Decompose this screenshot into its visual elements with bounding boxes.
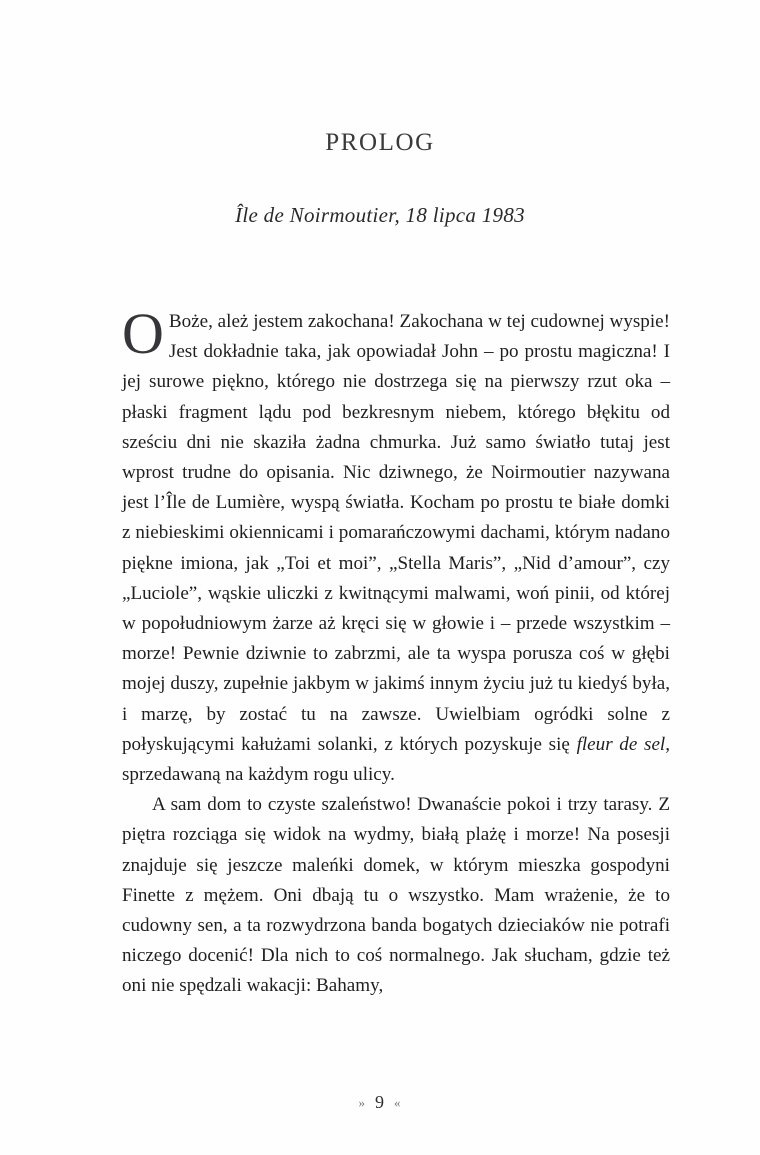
chapter-title: PROLOG	[325, 128, 435, 156]
paragraph-2-text: A sam dom to czyste szaleństwo! Dwanaście pokoi i trzy tarasy. Z piętra rozciąga się widok na wydmy, białą plażę i morze! Na posesji znajduje się jeszcze maleńki domek, w którym mieszka gospodyni Finette z mężem. Oni dbają tu o wszystko. Mam wrażenie, że to cudowny sen, a ta rozwydrzona banda bogatych dzieciaków nie potrafi niczego docenić! Dla nich to coś normalnego. Jak słucham, gdzie też oni nie spędzali wakacji: Bahamy,	[122, 794, 670, 997]
dateline	[0, 203, 760, 228]
page-footer	[0, 1092, 760, 1113]
ornament-right-icon: «	[394, 1095, 402, 1110]
body-text-block	[122, 301, 671, 1002]
dateline-text: Île de Noirmoutier, 18 lipca 1983	[235, 203, 525, 227]
paragraph-1-text-part-1: Boże, ależ jestem zakochana! Zakochana w tej cudownej wyspie! Jest dokładnie taka, jak opowiadał John – po prostu magiczna! I jej surowe piękno, którego nie dostrzega się na pierwszy rzut oka – płaski fragment lądu pod bezkresnym niebem, którego błękitu od sześciu dni nie skaziła żadna chmurka. Już samo światło tutaj jest wprost trudne do opisania. Nic dziwnego, że Noirmoutier nazywana jest l’Île de Lumière, wyspą światła. Kocham po prostu te białe domki z niebieskimi okiennicami i pomarańczowymi dachami, którym nadano piękne imiona, jak „Toi et moi”, „Stella Maris”, „Nid d’amour”, czy „Luciole”, wąskie uliczki z kwitnącymi malwami, woń pinii, od której w popołudniowym żarze aż kręci się w głowie i – przede wszystkim – morze! Pewnie dziwnie to zabrzmi, ale ta wyspa porusza coś w głębi mojej duszy, zupełnie jakbym w jakimś innym życiu już tu kiedyś była, i marzę, by zostać tu na zawsze. Uwielbiam ogródki solne z połyskującymi kałużami solanki, z których pozyskuje się	[122, 311, 670, 755]
paragraph-1-italic-phrase: fleur de sel	[576, 733, 666, 755]
paragraph-1	[122, 301, 671, 790]
page-number: 9	[375, 1092, 385, 1112]
paragraph-2	[122, 790, 670, 1001]
ornament-left-icon: »	[358, 1095, 366, 1110]
drop-cap-initial: O	[122, 301, 164, 366]
paragraph-1-text-part-2: , sprzedawaną na każdym rogu ulicy.	[122, 733, 671, 786]
